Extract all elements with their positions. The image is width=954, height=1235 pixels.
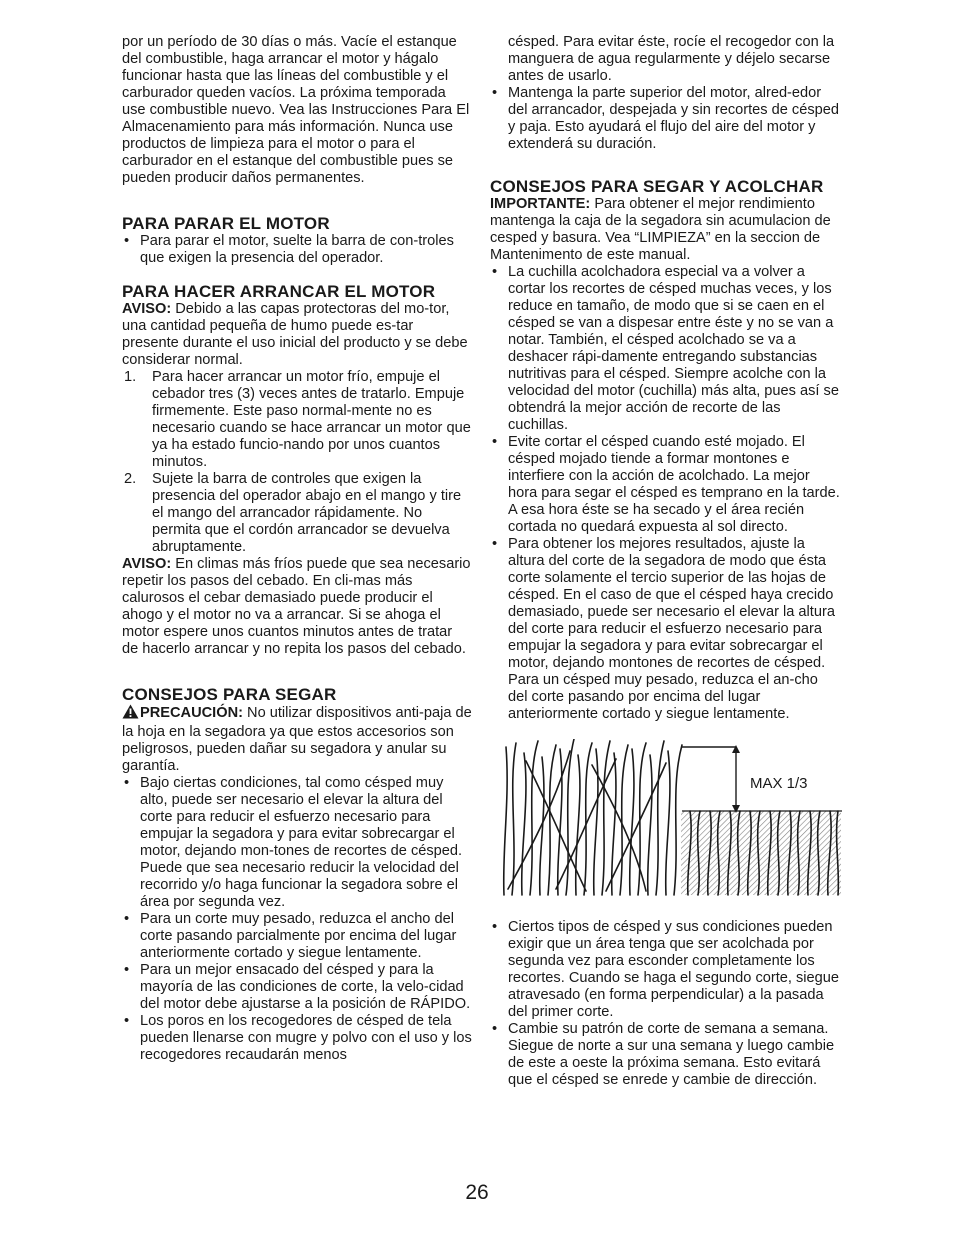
list-item <box>122 233 472 267</box>
bullet-marker: • <box>124 962 130 978</box>
intro-paragraph: por un período de 30 días o más. Vacíe el estanque del combustible, haga arrancar el motor y hágalo funcionar hasta que las líneas del combustible y el carburador queden vacíos. La próxima temporada use combustible nuevo. Vea las Instrucciones Para El Almacenamiento para más información. Nunca use productos de limpieza para el motor o para el carburador en el estanque del combustible pues se pueden producir daños permanentes. <box>122 34 470 186</box>
grass-blades-drawing <box>496 739 851 897</box>
start-engine-heading: PARA HACER ARRANCAR EL MOTOR <box>122 282 436 301</box>
list-item-text: Mantenga la parte superior del motor, alred-edor del arrancador, despejada y sin recortes de césped y paja. Esto ayudará el flujo del aire del motor y extenderá su duración. <box>508 85 839 152</box>
importante-text: Para obtener el mejor rendimiento mantenga la caja de la segadora sin acumulacion de cesped y basura. Vea “LIMPIEZA” en la seccion de Mantenimento de este manual. <box>490 196 831 263</box>
step-number: 2. <box>124 471 137 487</box>
list-item <box>490 85 840 153</box>
warning-triangle-icon <box>122 704 139 724</box>
list-item-text: Bajo ciertas condiciones, tal como césped muy alto, puede ser necesario el elevar la altura del corte para reducir el esfuerzo necesario para empujar la segadora y para evitar sobrecargar el motor, dejando mon-tones de recortes de césped. Puede que sea necesario reducir la velocidad del recorrido y/o haga funcionar la segadora sobre el área por segunda vez. <box>140 775 463 910</box>
step-text: Para hacer arrancar un motor frío, empuje el cebador tres (3) veces antes de tratarlo. Empuje firmemente. Este paso normal-mente no es necesario cuando se hace arrancar un motor que ya ha estado funcio-nando por unos cuantos minutos. <box>152 369 471 470</box>
list-item-text: Para parar el motor, suelte la barra de con-troles que exigen la presencia del operador. <box>140 233 454 266</box>
bullet-marker: • <box>124 1013 130 1029</box>
list-item <box>490 264 840 434</box>
max-cut-label: MAX 1/3 <box>750 775 808 792</box>
list-item <box>490 536 840 723</box>
list-item-text: La cuchilla acolchadora especial va a volver a cortar los recortes de césped muchas veces, y los reduce en tamaño, de modo que si se caen en el césped se van a dispesar entre éste y no se van a notar. También, el césped acolchado se va a deshacer rápi-damente entregando substancias nutritivas para el césped. Siempre acolche con la velocidad del motor (cuchilla) más alta, pues así se obtendrá la mejor acción de recorte de las cuchillas. <box>508 264 839 433</box>
numbered-step-2 <box>122 471 472 556</box>
importante-label: IMPORTANTE: <box>490 196 591 212</box>
aviso-paragraph-2 <box>122 556 472 658</box>
aviso-label: AVISO: <box>122 301 172 317</box>
bullet-marker: • <box>492 919 498 935</box>
precaution-text: No utilizar dispositivos anti-paja de la hoja en la segadora ya que estos accesorios son peligrosos, pueden dañar su segadora y anular su garantía. <box>122 705 472 774</box>
numbered-step-1 <box>122 369 472 471</box>
mowing-tips-heading: CONSEJOS PARA SEGAR <box>122 685 337 704</box>
list-item <box>490 919 840 1021</box>
list-item <box>490 434 840 536</box>
step-number: 1. <box>124 369 137 385</box>
bullet-marker: • <box>124 233 130 249</box>
bullet-marker: • <box>492 536 498 552</box>
aviso-label: AVISO: <box>122 556 172 572</box>
bullet-marker: • <box>492 1021 498 1037</box>
list-item-text: Ciertos tipos de césped y sus condiciones pueden exigir que un área tenga que ser acolchada por segunda vez para esconder completamente los recortes. Cuando se haga el segundo corte, siegue atravesado (en forma perpendicular) a la pasada del primer corte. <box>508 919 840 1020</box>
mulching-tips-heading: CONSEJOS PARA SEGAR Y ACOLCHAR <box>490 177 824 196</box>
list-item <box>122 911 472 962</box>
bullet-marker: • <box>492 434 498 450</box>
list-item-text: Los poros en los recogedores de césped de tela pueden llenarse con mugre y polvo con el uso y los recogedores recaudarán menos <box>140 1013 472 1063</box>
stop-engine-heading: PARA PARAR EL MOTOR <box>122 214 330 233</box>
list-item-text: Cambie su patrón de corte de semana a semana. Siegue de norte a sur una semana y luego cambie de este a oeste la próxima semana. Esto evitará que el césped se enrede y cambie de dirección. <box>508 1021 835 1088</box>
page-number: 26 <box>465 1181 489 1204</box>
importante-paragraph <box>490 196 840 264</box>
list-item-text: Para un corte muy pesado, reduzca el ancho del corte pasando parcialmente por encima del lugar anteriormente cortado y siegue lentamente. <box>140 911 457 961</box>
precaution-label: PRECAUCIÓN: <box>140 705 243 721</box>
list-item-text: Evite cortar el césped cuando esté mojado. El césped mojado tiende a formar montones e interfiere con la acción de acolchado. La mejor hora para segar el césped es temprano en la tarde. A esa hora éste se ha secado y el área recién cortada no quedará expuesta al sol directo. <box>508 434 840 535</box>
list-item-text: Para obtener los mejores resultados, ajuste la altura del corte de la segadora de modo que ésta corte solamente el tercio superior de las hojas de césped. En el caso de que el césped haya crecido demasiado, puede ser necesario el elevar la altura del corte para reducir el esfuerzo necesario para empujar la segadora y para evitar sobrecargar el motor, dejando montones de recortes de césped. Para un césped muy pesado, reduzca el an-cho del corte pasando por encima del lugar anteriormente cortado y siegue lentamente. <box>508 536 835 722</box>
list-item <box>122 1013 472 1064</box>
list-item <box>122 962 472 1013</box>
aviso-text: Debido a las capas protectoras del mo-tor, una cantidad pequeña de humo puede es-tar presente durante el uso inicial del producto y se debe considerar normal. <box>122 301 468 368</box>
continued-paragraph: césped. Para evitar éste, rocíe el recogedor con la manguera de agua regularmente y déjelo secarse antes de usarlo. <box>508 34 835 84</box>
bullet-marker: • <box>492 85 498 101</box>
grass-height-illustration <box>496 739 851 897</box>
list-item <box>490 1021 840 1089</box>
list-item-text: Para un mejor ensacado del césped y para la mayoría de las condiciones de corte, la velo-cidad del motor debe ajustarse a la posición de RÁPIDO. <box>140 962 471 1012</box>
precaution-paragraph <box>122 704 472 775</box>
right-column <box>490 34 840 1089</box>
aviso-text: En climas más fríos puede que sea necesario repetir los pasos del cebado. En cli-mas más calurosos el cebar demasiado puede producir el ahogo y el motor no va a arrancar. Si se ahoga el motor espere unos cuantos minutos antes de tratar de hacerlo arrancar y no repita los pasos del cebado. <box>122 556 471 657</box>
bullet-marker: • <box>124 911 130 927</box>
bullet-marker: • <box>492 264 498 280</box>
list-item <box>122 775 472 911</box>
left-column <box>122 34 472 1064</box>
bullet-marker: • <box>124 775 130 791</box>
step-text: Sujete la barra de controles que exigen la presencia del operador abajo en el mango y tire el mango del arrancador rápidamente. No permita que el cordón arrancador se devuelva abruptamente. <box>152 471 462 555</box>
aviso-paragraph-1 <box>122 301 472 369</box>
